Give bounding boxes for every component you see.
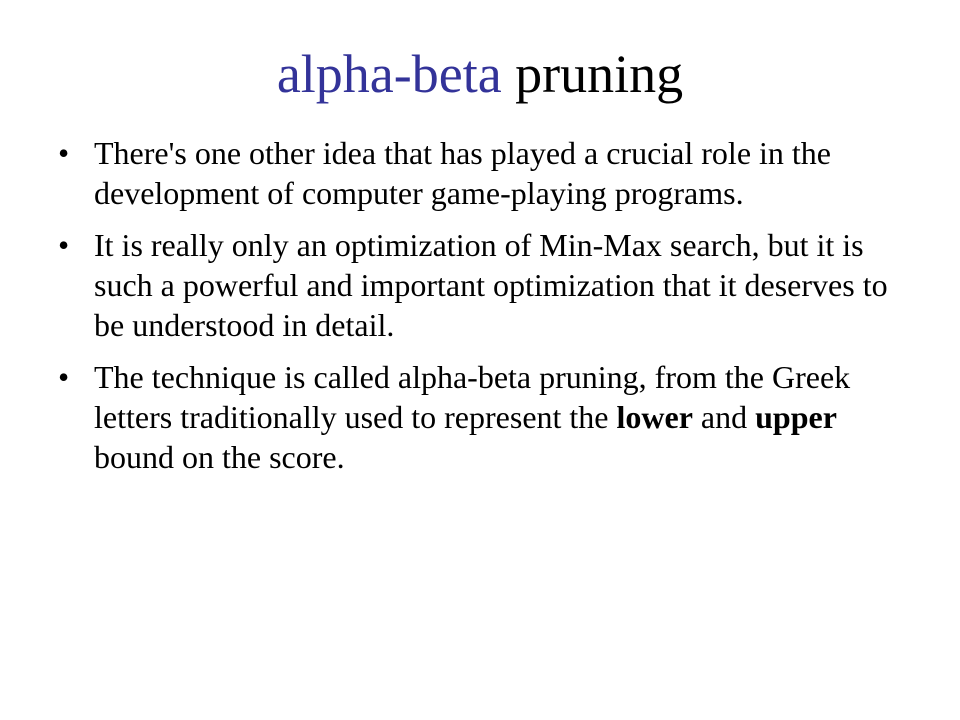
bullet-text: There's one other idea that has played a crucial role in the development of computer game-playing programs.	[94, 135, 831, 211]
bullet-dot-icon: •	[58, 359, 70, 395]
bullet-text-part: and	[692, 399, 756, 435]
bullet-dot-icon: •	[58, 135, 70, 171]
bullet-text-part: bound on the score.	[94, 439, 345, 475]
bullet-item	[58, 357, 908, 477]
slide-title-rest: pruning	[515, 44, 684, 104]
bullet-dot-icon: •	[58, 227, 70, 263]
bullet-text: It is really only an optimization of Min-Max search, but it is such a powerful and important optimization that it deserves to be understood in detail.	[94, 227, 888, 343]
bullet-item	[58, 225, 908, 345]
slide-title	[0, 38, 960, 110]
slide-title-accent: alpha-beta	[276, 44, 502, 104]
bold-term-lower: lower	[616, 399, 693, 435]
bold-term-upper: upper	[755, 399, 837, 435]
bullet-item	[58, 133, 908, 213]
bullet-text-part: The technique is called alpha-beta pruning, from the Greek letters traditionally used to represent the	[94, 359, 851, 435]
bullet-list	[58, 133, 908, 489]
